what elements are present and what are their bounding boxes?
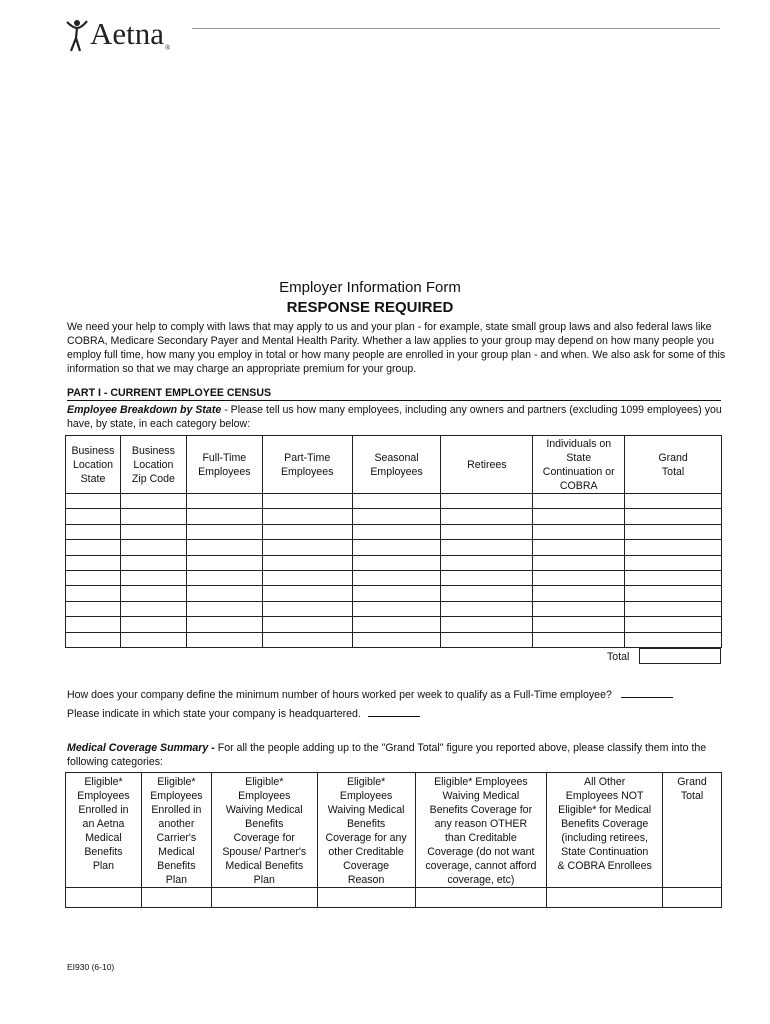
census-input-cell[interactable] [533,509,625,524]
census-input-cell[interactable] [186,601,262,616]
census-input-cell[interactable] [352,632,441,647]
census-input-cell[interactable] [533,555,625,570]
census-input-cell[interactable] [533,632,625,647]
col-full-time: Full-Time Employees [186,436,262,494]
cov-input-cell[interactable] [211,888,317,908]
census-input-cell[interactable] [186,632,262,647]
census-input-cell[interactable] [186,509,262,524]
census-input-cell[interactable] [262,586,352,601]
census-input-cell[interactable] [66,586,121,601]
cov-col-grand-total: Grand Total [663,773,722,888]
form-number: EI930 (6-10) [67,962,115,972]
census-input-cell[interactable] [441,540,533,555]
cov-col-aetna-enrolled: Eligible* Employees Enrolled in an Aetna Medical Benefits Plan [66,773,142,888]
census-row [66,509,722,524]
cov-col-waiving-spouse: Eligible* Employees Waiving Medical Benefits Coverage for Spouse/ Partner's Medical Benefits Plan [211,773,317,888]
census-input-cell[interactable] [262,494,352,509]
census-input-cell[interactable] [533,617,625,632]
census-input-cell[interactable] [120,570,186,585]
census-input-cell[interactable] [66,601,121,616]
coverage-input-row [66,888,722,908]
census-input-cell[interactable] [352,617,441,632]
census-table [65,435,722,648]
col-grand-total: Grand Total [625,436,722,494]
census-input-cell[interactable] [441,570,533,585]
coverage-label: Medical Coverage Summary - [67,742,215,754]
census-input-cell[interactable] [262,524,352,539]
fulltime-question [67,689,673,701]
census-input-cell[interactable] [262,509,352,524]
census-input-cell[interactable] [120,555,186,570]
census-input-cell[interactable] [262,617,352,632]
census-input-cell[interactable] [186,617,262,632]
cov-col-other-carrier: Eligible* Employees Enrolled in another Carrier's Medical Benefits Plan [141,773,211,888]
census-input-cell[interactable] [120,586,186,601]
census-input-cell[interactable] [120,509,186,524]
cov-input-cell[interactable] [317,888,415,908]
census-input-cell[interactable] [533,586,625,601]
census-input-cell[interactable] [533,540,625,555]
col-retirees: Retirees [441,436,533,494]
census-input-cell[interactable] [352,509,441,524]
census-input-cell[interactable] [441,617,533,632]
breakdown-instructions [67,403,727,431]
hq-question [67,708,420,720]
census-input-cell[interactable] [441,632,533,647]
census-input-cell[interactable] [186,570,262,585]
census-input-cell[interactable] [262,632,352,647]
census-input-cell[interactable] [441,586,533,601]
census-input-cell[interactable] [625,555,722,570]
census-row [66,632,722,647]
census-input-cell[interactable] [120,601,186,616]
form-title: Employer Information Form [279,279,461,296]
census-input-cell[interactable] [352,601,441,616]
cov-col-waiving-other: Eligible* Employees Waiving Medical Benefits Coverage for any reason OTHER than Creditable Coverage (do not want coverage, cannot afford coverage, etc) [415,773,547,888]
coverage-text: For all the people adding up to the "Grand Total" figure you reported above, please classify them into the following categories: [67,742,707,768]
cov-col-waiving-creditable: Eligible* Employees Waiving Medical Benefits Coverage for any other Creditable Coverage Reason [317,773,415,888]
census-total-label: Total [607,651,630,663]
form-subtitle: RESPONSE REQUIRED [286,299,454,316]
census-input-cell[interactable] [533,601,625,616]
census-input-cell[interactable] [66,632,121,647]
breakdown-text: - Please tell us how many employees, including any owners and partners (excluding 1099 employees) you have, by state, in each category below: [67,404,722,430]
census-input-cell[interactable] [441,555,533,570]
registered-mark: ® [165,44,171,52]
census-input-cell[interactable] [533,494,625,509]
hq-question-text: Please indicate in which state your company is headquartered. [67,708,361,720]
census-input-cell[interactable] [262,540,352,555]
census-header-row [66,436,722,494]
census-row [66,586,722,601]
census-input-cell[interactable] [352,494,441,509]
census-input-cell[interactable] [66,494,121,509]
logo-text: Aetna [90,16,165,51]
census-input-rows [66,494,722,648]
col-cobra: Individuals on State Continuation or COBRA [533,436,625,494]
census-input-cell[interactable] [441,601,533,616]
census-row [66,540,722,555]
census-input-cell[interactable] [441,524,533,539]
census-input-cell[interactable] [66,524,121,539]
census-row [66,524,722,539]
census-row [66,601,722,616]
census-input-cell[interactable] [441,509,533,524]
census-input-cell[interactable] [120,540,186,555]
census-input-cell[interactable] [66,540,121,555]
cov-input-cell[interactable] [141,888,211,908]
census-input-cell[interactable] [186,586,262,601]
census-input-cell[interactable] [441,494,533,509]
census-input-cell[interactable] [352,555,441,570]
hq-state-field[interactable] [368,716,420,717]
census-input-cell[interactable] [262,601,352,616]
census-input-cell[interactable] [120,494,186,509]
breakdown-label: Employee Breakdown by State [67,404,222,416]
census-input-cell[interactable] [262,570,352,585]
census-input-cell[interactable] [625,632,722,647]
census-input-cell[interactable] [352,586,441,601]
census-input-cell[interactable] [186,524,262,539]
census-row [66,570,722,585]
census-row [66,617,722,632]
census-input-cell[interactable] [625,540,722,555]
census-input-cell[interactable] [352,524,441,539]
census-input-cell[interactable] [625,586,722,601]
census-row [66,494,722,509]
census-total-field[interactable] [639,648,721,664]
census-input-cell[interactable] [66,555,121,570]
census-input-cell[interactable] [120,632,186,647]
census-input-cell[interactable] [625,509,722,524]
aetna-figure-icon [66,18,88,52]
census-input-cell[interactable] [186,555,262,570]
census-input-cell[interactable] [262,555,352,570]
census-input-cell[interactable] [120,524,186,539]
census-input-cell[interactable] [625,601,722,616]
aetna-logo [66,16,170,52]
census-input-cell[interactable] [66,570,121,585]
col-location-zip: Business Location Zip Code [120,436,186,494]
census-input-cell[interactable] [186,540,262,555]
coverage-table [65,772,722,908]
cov-input-cell[interactable] [547,888,663,908]
census-input-cell[interactable] [625,494,722,509]
census-input-cell[interactable] [352,570,441,585]
census-input-cell[interactable] [352,540,441,555]
cov-input-cell[interactable] [663,888,722,908]
col-location-state: Business Location State [66,436,121,494]
census-input-cell[interactable] [625,570,722,585]
census-input-cell[interactable] [66,509,121,524]
coverage-header-row [66,773,722,888]
census-input-cell[interactable] [625,524,722,539]
census-input-cell[interactable] [186,494,262,509]
fulltime-hours-field[interactable] [621,697,673,698]
census-input-cell[interactable] [533,570,625,585]
col-seasonal: Seasonal Employees [352,436,441,494]
cov-input-cell[interactable] [66,888,142,908]
intro-paragraph: We need your help to comply with laws that may apply to us and your plan - for example, state small group laws and also federal laws like COBRA, Medicare Secondary Payer and Mental Health Parity. Whether a law applies to your group may depend on how many people you employ full time, how many you employ in total or how many people are enrolled in your group plan - and when. We also ask for some of this information so that we may charge an appropriate premium for your group. [67,321,726,375]
fulltime-question-text: How does your company define the minimum number of hours worked per week to qualify as a Full-Time employee? [67,689,612,701]
header-rule [192,28,720,29]
census-input-cell[interactable] [120,617,186,632]
col-part-time: Part-Time Employees [262,436,352,494]
cov-input-cell[interactable] [415,888,547,908]
cov-col-not-eligible: All Other Employees NOT Eligible* for Medical Benefits Coverage (including retirees, State Continuation & COBRA Enrollees [547,773,663,888]
census-input-cell[interactable] [625,617,722,632]
census-row [66,555,722,570]
census-input-cell[interactable] [66,617,121,632]
census-input-cell[interactable] [533,524,625,539]
part1-heading: PART I - CURRENT EMPLOYEE CENSUS [67,387,721,401]
coverage-instructions [67,741,727,769]
